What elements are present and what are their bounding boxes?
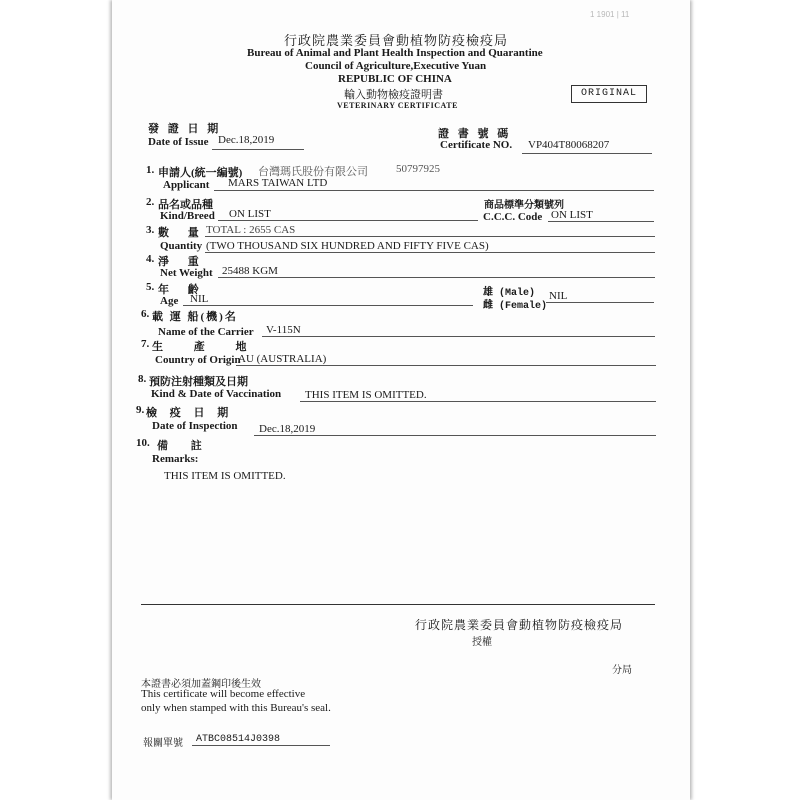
issue-value: Dec.18,2019 (218, 134, 275, 146)
applicant-zh-value: 台灣瑪氏股份有限公司 (258, 166, 368, 178)
header-en-council: Council of Agriculture,Executive Yuan (305, 60, 487, 72)
applicant-id-value: 50797925 (396, 163, 440, 175)
footer-branch: 分局 (612, 665, 632, 676)
applicant-underline (214, 190, 654, 191)
ccc-value: ON LIST (551, 209, 593, 221)
weight-en-label: Net Weight (160, 267, 213, 279)
ccc-en-label: C.C.C. Code (483, 211, 543, 223)
weight-zh-label: 淨 重 (158, 256, 207, 268)
inspection-en-label: Date of Inspection (152, 420, 238, 432)
kind-num: 2. (146, 196, 155, 208)
vaccination-zh-label: 預防注射種類及日期 (149, 376, 248, 388)
original-stamp: ORIGINAL (571, 85, 647, 103)
issue-underline (212, 149, 304, 150)
signature-rule (141, 604, 655, 605)
quantity-num: 3. (146, 224, 155, 236)
age-value: NIL (190, 293, 209, 305)
quantity-underline-1 (205, 236, 655, 237)
origin-num: 7. (141, 338, 150, 350)
footer-authorized: 授權 (472, 637, 492, 648)
applicant-zh-label: 申請人(統一編號) (158, 167, 243, 179)
age-underline (183, 305, 473, 306)
kind-zh-label: 品名或品種 (158, 199, 213, 211)
quantity-value-2: (TWO THOUSAND SIX HUNDRED AND FIFTY FIVE CAS) (206, 240, 489, 252)
carrier-num: 6. (141, 308, 150, 320)
quantity-zh-label: 數 量 (158, 227, 207, 239)
vaccination-value: THIS ITEM IS OMITTED. (305, 389, 427, 401)
vaccination-underline (300, 401, 656, 402)
remarks-en-label: Remarks: (152, 453, 199, 465)
customs-label: 報關單號 (143, 738, 183, 749)
origin-zh-label: 生 產 地 (152, 341, 261, 353)
weight-value: 25488 KGM (222, 265, 278, 277)
kind-underline (218, 220, 478, 221)
weight-num: 4. (146, 253, 155, 265)
footer-en-note-1: This certificate will become effective (141, 688, 306, 700)
header-zh-cert: 輸入動物檢疫證明書 (344, 89, 443, 101)
inspection-num: 9. (136, 404, 145, 416)
age-zh-label: 年 齡 (158, 284, 207, 296)
kind-value: ON LIST (229, 208, 271, 220)
remarks-zh-label: 備 註 (157, 440, 212, 452)
weight-underline (218, 277, 655, 278)
footer-en-note-2: only when stamped with this Bureau's seal. (141, 702, 331, 714)
carrier-underline (262, 336, 655, 337)
origin-en-label: Country of Origin (155, 354, 241, 366)
header-en-country: REPUBLIC OF CHINA (338, 73, 452, 85)
customs-underline (192, 745, 330, 746)
inspection-zh-label: 檢 疫 日 期 (146, 407, 234, 419)
origin-underline (236, 365, 656, 366)
footer-zh-note: 本證書必須加蓋鋼印後生效 (141, 679, 261, 690)
origin-value: AU (AUSTRALIA) (238, 353, 327, 365)
header-en-bureau: Bureau of Animal and Plant Health Inspection and Quarantine (247, 47, 543, 59)
inspection-underline (254, 435, 656, 436)
applicant-en-label: Applicant (163, 179, 210, 191)
footer-zh-bureau: 行政院農業委員會動植物防疫檢疫局 (415, 618, 624, 632)
header-zh-title: 行政院農業委員會動植物防疫檢疫局 (284, 33, 509, 48)
certno-value: VP404T80068207 (528, 139, 610, 151)
remarks-num: 10. (136, 437, 150, 449)
ccc-zh-label: 商品標準分類號列 (484, 200, 564, 211)
carrier-en-label: Name of the Carrier (158, 326, 254, 338)
issue-en-label: Date of Issue (148, 136, 209, 148)
certno-underline (522, 153, 652, 154)
sex-value: NIL (549, 290, 568, 302)
carrier-value: V-115N (266, 324, 301, 336)
quantity-underline-2 (205, 252, 655, 253)
quantity-en-label: Quantity (160, 240, 203, 252)
certno-en-label: Certificate NO. (440, 139, 513, 151)
issue-zh-label: 發 證 日 期 (148, 123, 222, 135)
ccc-underline (548, 221, 654, 222)
certno-zh-label: 證 書 號 碼 (438, 128, 512, 140)
applicant-value: MARS TAIWAN LTD (228, 177, 328, 189)
applicant-num: 1. (146, 164, 155, 176)
carrier-zh-label: 載 運 船(機)名 (152, 311, 238, 323)
quantity-value-1: TOTAL : 2655 CAS (206, 224, 296, 236)
inspection-value: Dec.18,2019 (259, 423, 316, 435)
sex-underline (546, 302, 654, 303)
vaccination-en-label: Kind & Date of Vaccination (151, 388, 282, 400)
age-num: 5. (146, 281, 155, 293)
remarks-value: THIS ITEM IS OMITTED. (164, 470, 286, 482)
corner-faint-text: 1 1901 | 11 (590, 10, 630, 19)
customs-value: ATBC08514J0398 (196, 734, 281, 745)
sex-male-label: 雄 (Male) (483, 288, 536, 299)
sex-female-label: 雌 (Female) (483, 301, 548, 312)
header-en-cert: VETERINARY CERTIFICATE (337, 101, 458, 110)
kind-en-label: Kind/Breed (160, 210, 215, 222)
vaccination-num: 8. (138, 373, 147, 385)
age-en-label: Age (160, 295, 179, 307)
